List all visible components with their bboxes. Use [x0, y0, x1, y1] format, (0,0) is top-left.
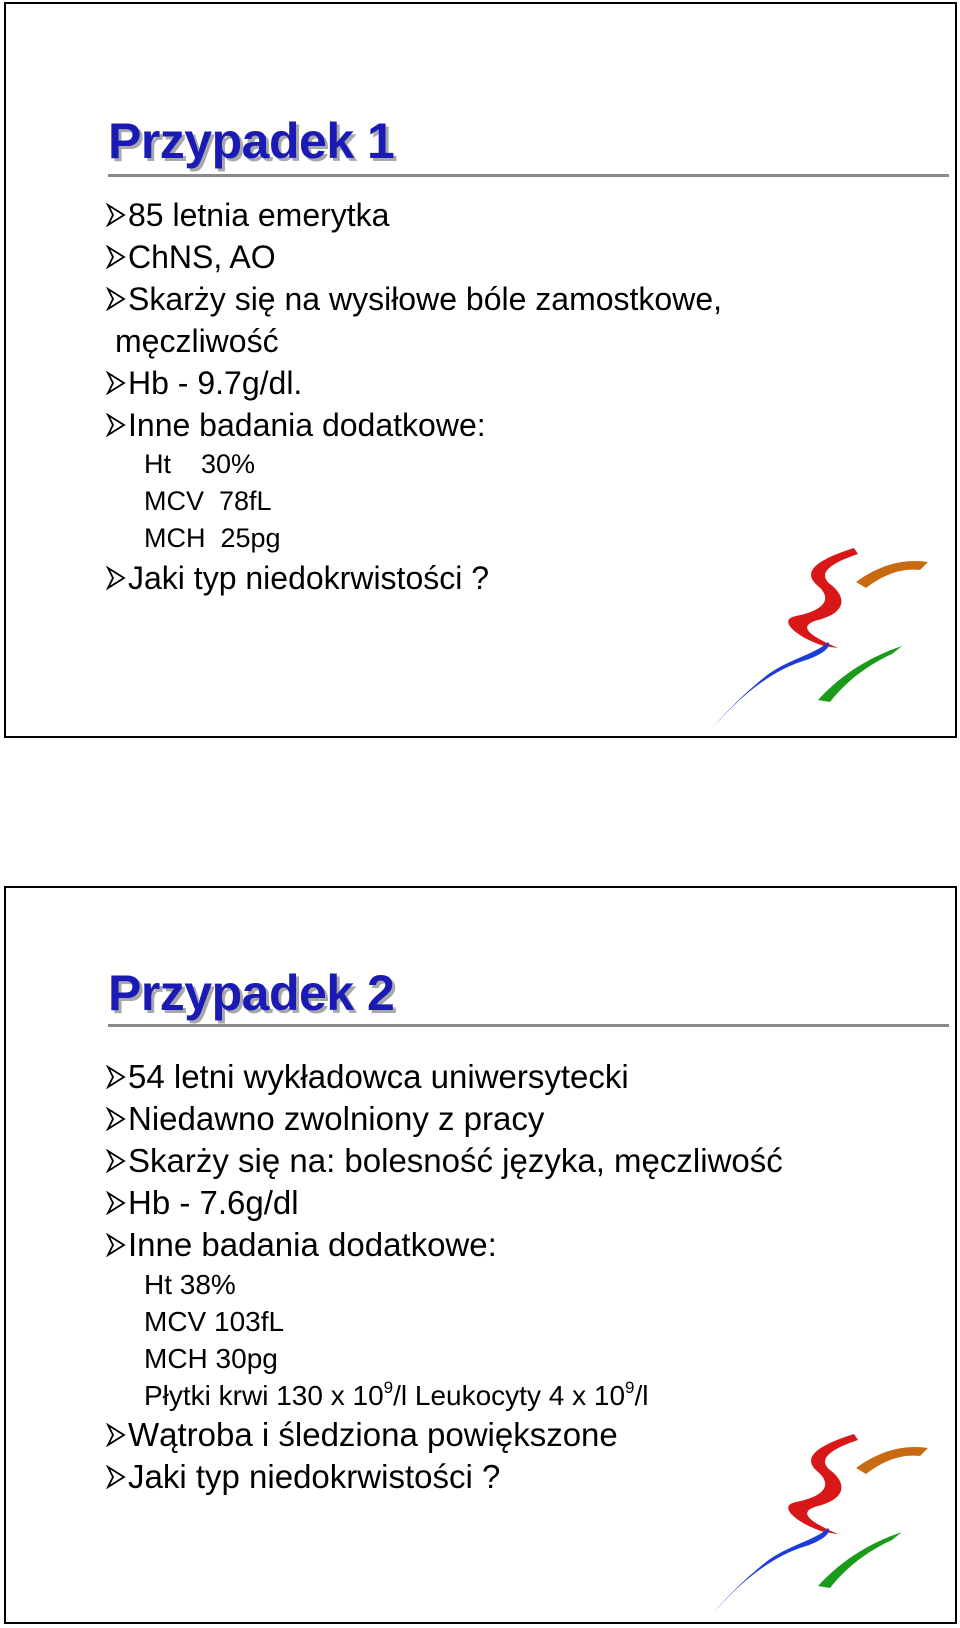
slide-title: Przypadek 1 — [108, 113, 395, 169]
bullet-arrow-icon — [106, 1107, 127, 1133]
slide-title: Przypadek 2 — [108, 965, 395, 1021]
list-item-continuation: męczliwość — [115, 323, 279, 359]
slide-2 — [4, 886, 957, 1624]
bullet-arrow-icon — [106, 203, 127, 229]
list-item: Hb - 7.6g/dl — [106, 1182, 783, 1224]
bullet-arrow-icon — [106, 1465, 127, 1491]
lab-value: MCV 78fL — [144, 486, 272, 516]
list-item: Wątroba i śledziona powiększone — [106, 1414, 783, 1456]
slide-1 — [4, 2, 957, 738]
bullet-arrow-icon — [106, 1191, 127, 1217]
bullet-arrow-icon — [106, 1065, 127, 1091]
list-item: Jaki typ niedokrwistości ? — [106, 557, 722, 599]
list-item: Skarży się na wysiłowe bóle zamostkowe, męczliwość — [106, 278, 722, 362]
list-item: Hb - 9.7g/dl. — [106, 362, 722, 404]
bullet-arrow-icon — [106, 566, 127, 592]
case-details-list — [106, 1056, 783, 1498]
bullet-arrow-icon — [106, 1149, 127, 1175]
list-item: 54 letni wykładowca uniwersytecki — [106, 1056, 783, 1098]
list-item: Niedawno zwolniony z pracy — [106, 1098, 783, 1140]
title-underline — [108, 174, 949, 177]
list-item: Skarży się na: bolesność języka, męczliwość — [106, 1140, 783, 1182]
bullet-arrow-icon — [106, 287, 127, 313]
bullet-arrow-icon — [106, 371, 127, 397]
bullet-arrow-icon — [106, 1233, 127, 1259]
list-item: Jaki typ niedokrwistości ? — [106, 1456, 783, 1498]
lab-value: MCH 30pg — [144, 1343, 278, 1374]
lab-value: Ht 38% — [144, 1269, 236, 1300]
lab-value: Ht 30% — [144, 449, 256, 479]
swoosh-logo-icon — [706, 542, 946, 732]
list-item: Inne badania dodatkowe: Ht 38% MCV 103fL MCH 30pg Płytki krwi 130 x $10^9/l$ Leukocyty 4 x $10^9/l$ — [106, 1224, 783, 1414]
title-underline — [108, 1024, 949, 1027]
bullet-arrow-icon — [106, 1423, 127, 1449]
list-item: Inne badania dodatkowe: Ht 30% MCV 78fL MCH 25pg — [106, 404, 722, 557]
list-item: 85 letnia emerytka — [106, 194, 722, 236]
swoosh-logo-icon — [706, 1428, 946, 1618]
lab-value: MCH 25pg — [144, 523, 281, 553]
list-item: ChNS, AO — [106, 236, 722, 278]
platelets-leukocytes-line: Płytki krwi 130 x $10^9/l$ Leukocyty 4 x $10^9/l$ — [144, 1378, 649, 1411]
lab-value: MCV 103fL — [144, 1306, 285, 1337]
bullet-arrow-icon — [106, 245, 127, 271]
bullet-arrow-icon — [106, 413, 127, 439]
case-details-list — [106, 194, 722, 599]
